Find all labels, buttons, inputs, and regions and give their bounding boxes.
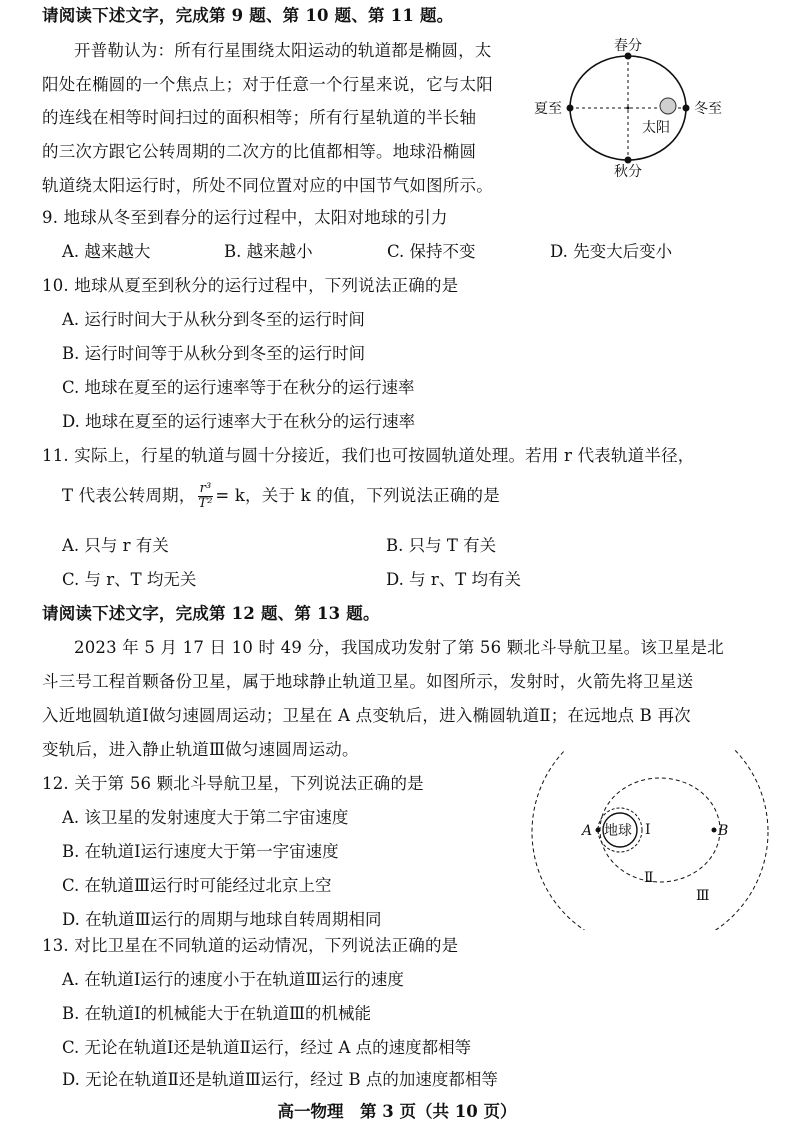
orbit-figure: [530, 30, 760, 180]
q9-option-d: D. 先变大后变小: [550, 242, 673, 261]
label-orbit-I: Ⅰ: [645, 822, 651, 838]
section1-passage-line: 开普勒认为：所有行星围绕太阳运动的轨道都是椭圆，太: [74, 41, 492, 60]
q9-option-c: C. 保持不变: [387, 242, 476, 261]
sun-icon: [660, 98, 676, 114]
label-orbit-III: Ⅲ: [696, 888, 710, 904]
section2-passage-line: 变轨后，进入静止轨道Ⅲ做匀速圆周运动。: [42, 740, 359, 759]
fraction-numerator: r³: [199, 480, 212, 496]
q11-option-b: B. 只与 T 有关: [386, 536, 497, 555]
question-13-stem: 13. 对比卫星在不同轨道的运动情况，下列说法正确的是: [42, 936, 459, 955]
section1-passage-line: 阳处在椭圆的一个焦点上；对于任意一个行星来说，它与太阳: [42, 75, 493, 94]
label-A: A: [582, 823, 593, 839]
question-12-stem: 12. 关于第 56 颗北斗导航卫星，下列说法正确的是: [42, 774, 424, 793]
question-11-stem: 11. 实际上，行星的轨道与圆十分接近，我们也可按圆轨道处理。若用 r 代表轨道半径，: [42, 446, 695, 465]
q12-option-a: A. 该卫星的发射速度大于第二宇宙速度: [62, 808, 349, 827]
q10-option-a: A. 运行时间大于从秋分到冬至的运行时间: [62, 310, 365, 329]
q12-option-d: D. 在轨道Ⅲ运行的周期与地球自转周期相同: [62, 910, 382, 929]
label-earth: 地球: [604, 823, 632, 839]
q12-option-b: B. 在轨道Ⅰ运行速度大于第一宇宙速度: [62, 842, 339, 861]
question-11-stem-cont: [62, 476, 500, 516]
q13-option-c: C. 无论在轨道Ⅰ还是轨道Ⅱ运行，经过 A 点的速度都相等: [62, 1038, 472, 1057]
q11-option-c: C. 与 r、T 均无关: [62, 570, 197, 589]
q10-option-c: C. 地球在夏至的运行速率等于在秋分的运行速率: [62, 378, 415, 397]
label-spring: 春分: [614, 38, 642, 54]
q9-option-a: A. 越来越大: [62, 242, 151, 261]
section1-passage-line: 的三次方跟它公转周期的二次方的比值都相等。地球沿椭圆: [42, 142, 477, 161]
q13-option-a: A. 在轨道Ⅰ运行的速度小于在轨道Ⅲ运行的速度: [62, 970, 404, 989]
section2-header: 请阅读下述文字，完成第 12 题、第 13 题。: [42, 604, 380, 623]
point-A: [596, 828, 601, 833]
autumn-point: [625, 157, 632, 164]
section2-passage-line: 入近地圆轨道Ⅰ做匀速圆周运动；卫星在 A 点变轨后，进入椭圆轨道Ⅱ；在远地点 B 再次: [42, 706, 691, 725]
q11-option-d: D. 与 r、T 均有关: [386, 570, 522, 589]
q9-option-b: B. 越来越小: [224, 242, 313, 261]
center-point: [627, 107, 630, 110]
q11-stem-part-b: = k，关于 k 的值，下列说法正确的是: [215, 486, 500, 505]
section1-passage-line: 轨道绕太阳运行时，所处不同位置对应的中国节气如图所示。: [42, 176, 493, 195]
question-10-stem: 10. 地球从夏至到秋分的运行过程中，下列说法正确的是: [42, 276, 459, 295]
section2-passage-line: 斗三号工程首颗备份卫星，属于地球静止轨道卫星。如图所示，发射时，火箭先将卫星送: [42, 672, 694, 691]
q11-option-a: A. 只与 r 有关: [62, 536, 169, 555]
q10-option-b: B. 运行时间等于从秋分到冬至的运行时间: [62, 344, 366, 363]
question-9-stem: 9. 地球从冬至到春分的运行过程中，太阳对地球的引力: [42, 208, 448, 227]
winter-point: [683, 105, 690, 112]
label-autumn: 秋分: [614, 164, 642, 180]
fraction-denominator: T²: [198, 496, 213, 511]
label-summer: 夏至: [534, 101, 562, 117]
label-winter: 冬至: [694, 101, 722, 117]
satellite-orbit-figure: [510, 750, 780, 930]
page-footer: 高一物理 第 3 页（共 10 页）: [277, 1102, 517, 1121]
r3-over-t2-fraction: [198, 482, 214, 512]
section1-header: 请阅读下述文字，完成第 9 题、第 10 题、第 11 题。: [42, 6, 454, 25]
summer-point: [567, 105, 574, 112]
label-B: B: [718, 823, 729, 839]
q11-stem-part-a: T 代表公转周期，: [62, 486, 196, 505]
point-B: [712, 828, 717, 833]
q13-option-d: D. 无论在轨道Ⅱ还是轨道Ⅲ运行，经过 B 点的加速度都相等: [62, 1070, 498, 1089]
q12-option-c: C. 在轨道Ⅲ运行时可能经过北京上空: [62, 876, 332, 895]
orbit-III-circle: [532, 750, 768, 930]
label-orbit-II: Ⅱ: [644, 870, 654, 886]
q10-option-d: D. 地球在夏至的运行速率大于在秋分的运行速率: [62, 412, 416, 431]
label-sun: 太阳: [642, 120, 670, 136]
section1-passage-line: 的连线在相等时间扫过的面积相等；所有行星轨道的半长轴: [42, 108, 477, 127]
q13-option-b: B. 在轨道Ⅰ的机械能大于在轨道Ⅲ的机械能: [62, 1004, 372, 1023]
section2-passage-line: 2023 年 5 月 17 日 10 时 49 分，我国成功发射了第 56 颗北斗导航卫星。该卫星是北: [74, 638, 724, 657]
